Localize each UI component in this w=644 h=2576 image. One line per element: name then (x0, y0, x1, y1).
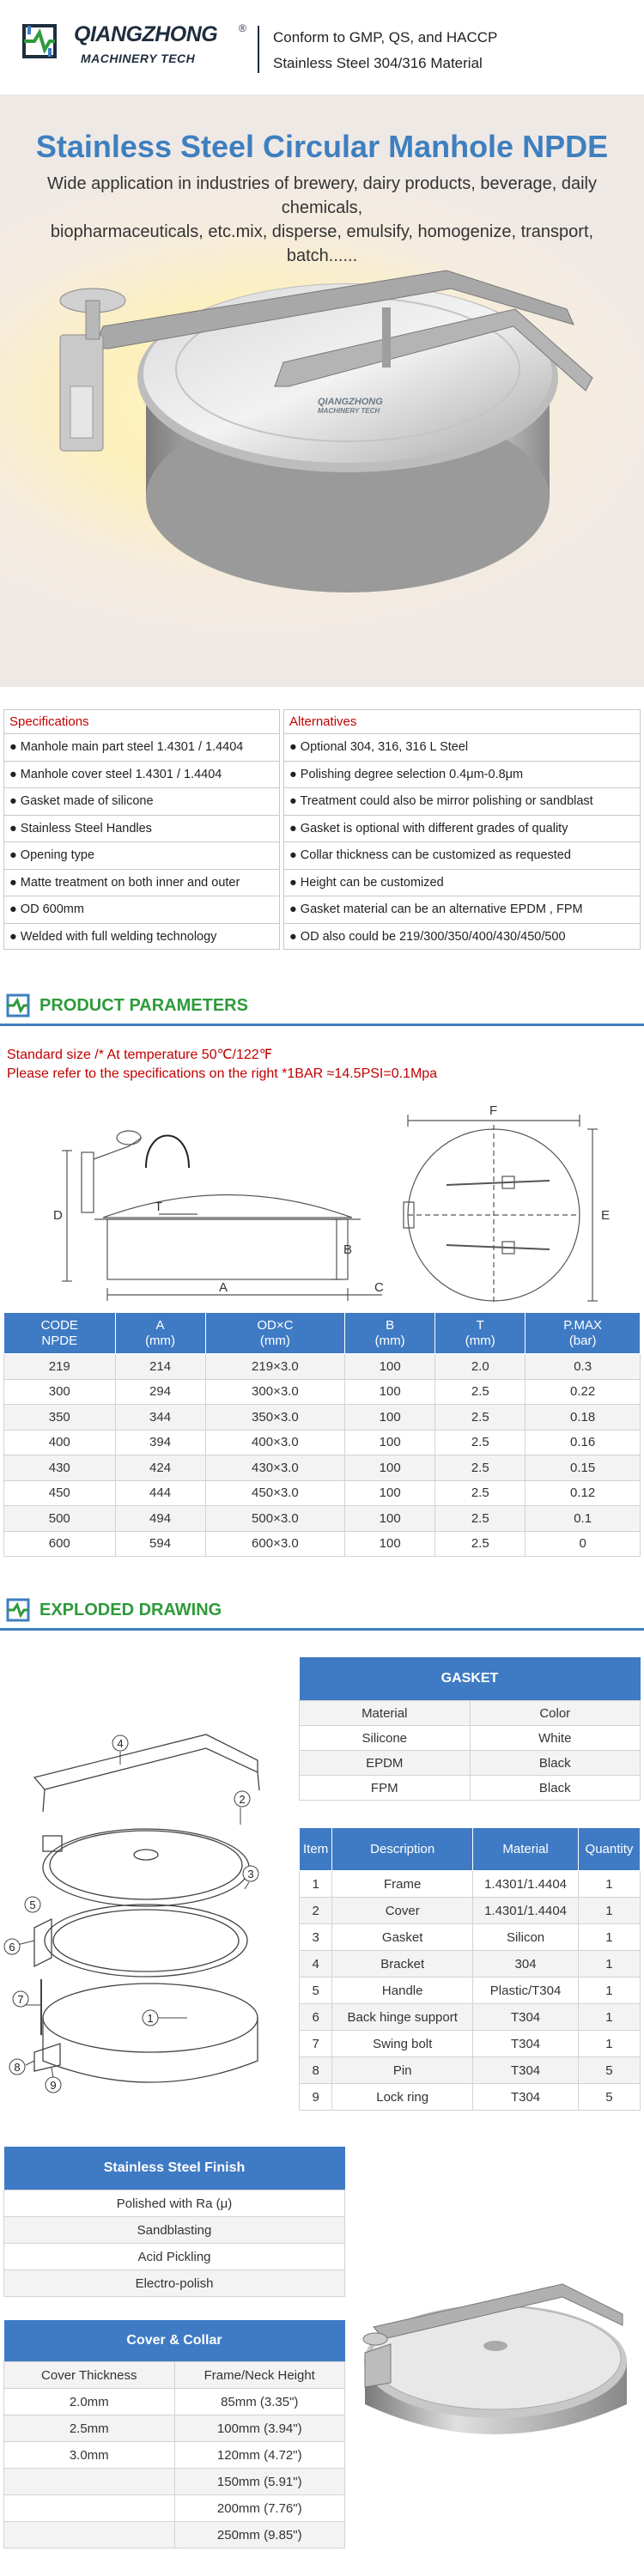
hero-description-line-1: Wide application in industries of brewery, dairy products, beverage, daily chemicals, (47, 174, 597, 217)
exploded-drawing-title: EXPLODED DRAWING (39, 1601, 222, 1619)
column-header-line-1: OD×C (257, 1317, 294, 1333)
table-row (300, 1871, 641, 1898)
table-cell: 444 (115, 1480, 205, 1506)
hero-description (26, 172, 618, 268)
table-row (4, 1506, 641, 1532)
column-header-line-2: (mm) (145, 1333, 176, 1348)
alternative-item: ● Gasket is optional with different grades of quality (284, 816, 640, 843)
table-cell: 0.18 (526, 1405, 641, 1431)
table-cell: 150mm (5.91") (174, 2469, 345, 2495)
table-cell: 8 (300, 2057, 332, 2084)
table-cell: 1.4301/1.4404 (473, 1898, 579, 1924)
table-cell: Black (470, 1751, 641, 1776)
table-cell: 4 (300, 1951, 332, 1978)
table-cell: 1 (578, 1924, 640, 1951)
table-cell: 450×3.0 (205, 1480, 345, 1506)
dimension-drawing (0, 1091, 644, 1305)
table-cell: 100 (345, 1506, 435, 1532)
dim-label-d: D (53, 1208, 63, 1223)
table-cell: Handle (332, 1978, 473, 2004)
table-cell: 600×3.0 (205, 1531, 345, 1557)
callout-2: 2 (239, 1793, 246, 1806)
column-header-line-2: (mm) (259, 1333, 290, 1348)
table-row (4, 2244, 345, 2270)
table-cell: FPM (300, 1776, 471, 1801)
table-cell: T304 (473, 2004, 579, 2031)
table-cell: 300 (4, 1379, 116, 1405)
table-cell: 7 (300, 2031, 332, 2057)
table-cell: Frame (332, 1871, 473, 1898)
table-cell: 1 (578, 1978, 640, 2004)
table-cell: 2.5 (435, 1506, 526, 1532)
table-cell: 450 (4, 1480, 116, 1506)
page-header (0, 0, 644, 94)
table-row (4, 1379, 641, 1405)
table-cell: Black (470, 1776, 641, 1801)
column-header (115, 1313, 205, 1354)
column-header-line-2: NPDE (41, 1333, 78, 1348)
table-cell: 500 (4, 1506, 116, 1532)
table-cell: 2.5 (435, 1480, 526, 1506)
table-cell: 100mm (3.94") (174, 2415, 345, 2442)
table-cell: 1 (578, 1951, 640, 1978)
table-row (4, 1354, 641, 1380)
column-header: Quantity (578, 1828, 640, 1871)
table-cell: Swing bolt (332, 2031, 473, 2057)
table-cell: 1 (578, 1898, 640, 1924)
table-cell: Back hinge support (332, 2004, 473, 2031)
manhole-thumbnail-image (348, 2233, 644, 2490)
alternative-item: ● Polishing degree selection 0.4μm-0.8μm (284, 762, 640, 789)
table-row (4, 2495, 345, 2522)
table-row (300, 1898, 641, 1924)
finish-table (3, 2147, 345, 2297)
table-cell (4, 2495, 175, 2522)
table-row (300, 2084, 641, 2111)
specifications-title: Specifications (4, 710, 279, 734)
table-cell: Pin (332, 2057, 473, 2084)
column-header-line-1: B (386, 1317, 395, 1333)
table-cell (4, 2522, 175, 2549)
table-cell: 219 (4, 1354, 116, 1380)
table-row (4, 2362, 345, 2389)
callout-1: 1 (147, 2012, 154, 2025)
table-cell: 400×3.0 (205, 1430, 345, 1455)
table-cell: 494 (115, 1506, 205, 1532)
table-row (4, 1455, 641, 1481)
column-header (345, 1313, 435, 1354)
table-cell: 85mm (3.35") (174, 2389, 345, 2415)
section-rule (0, 1024, 644, 1026)
table-cell: 350 (4, 1405, 116, 1431)
spec-item: ● OD 600mm (4, 896, 279, 924)
table-cell: 600 (4, 1531, 116, 1557)
table-cell: 200mm (7.76") (174, 2495, 345, 2522)
table-cell: 2.5mm (4, 2415, 175, 2442)
table-cell: 100 (345, 1430, 435, 1455)
table-cell: Polished with Ra (μ) (4, 2190, 345, 2217)
column-header: Description (332, 1828, 473, 1871)
table-row (300, 2004, 641, 2031)
column-header-line-1: CODE (40, 1317, 78, 1333)
table-cell: 0.16 (526, 1430, 641, 1455)
table-cell: Bracket (332, 1951, 473, 1978)
table-cell: 100 (345, 1455, 435, 1481)
table-row (4, 1531, 641, 1557)
section-logo-icon (5, 993, 31, 1018)
alternative-item: ● Collar thickness can be customized as requested (284, 842, 640, 870)
parts-table (299, 1827, 641, 2111)
alternatives-list (283, 709, 641, 950)
table-cell: Gasket (332, 1924, 473, 1951)
table-cell: 394 (115, 1430, 205, 1455)
product-parameters-title: PRODUCT PARAMETERS (39, 996, 248, 1015)
watermark-sub: MACHINERY TECH (318, 407, 380, 415)
table-cell: 304 (473, 1951, 579, 1978)
table-cell: Acid Pickling (4, 2244, 345, 2270)
table-cell: 350×3.0 (205, 1405, 345, 1431)
table-cell: 0.1 (526, 1506, 641, 1532)
page-title: Stainless Steel Circular Manhole NPDE (35, 129, 609, 164)
callout-9: 9 (50, 2079, 57, 2092)
column-header-line-1: T (476, 1317, 484, 1333)
table-row (300, 2031, 641, 2057)
finish-caption: Stainless Steel Finish (4, 2147, 345, 2190)
table-cell: 2.5 (435, 1405, 526, 1431)
dim-label-t: T (155, 1200, 163, 1214)
header-tagline-2: Stainless Steel 304/316 Material (273, 55, 483, 71)
table-cell: EPDM (300, 1751, 471, 1776)
table-cell: 1 (578, 2004, 640, 2031)
table-row (4, 2522, 345, 2549)
table-cell: 120mm (4.72") (174, 2442, 345, 2469)
table-cell: 6 (300, 2004, 332, 2031)
company-logo-icon (19, 21, 60, 62)
table-row (300, 2057, 641, 2084)
hero-banner (0, 94, 644, 687)
table-cell: 0.22 (526, 1379, 641, 1405)
hero-description-line-2: biopharmaceuticals, etc.mix, disperse, emulsify, homogenize, transport, batch...... (50, 222, 594, 265)
table-cell: 2.5 (435, 1430, 526, 1455)
column-header (435, 1313, 526, 1354)
column-header: Item (300, 1828, 332, 1871)
table-cell: 100 (345, 1531, 435, 1557)
table-cell: 2.0 (435, 1354, 526, 1380)
alternative-item: ● Optional 304, 316, 316 L Steel (284, 734, 640, 762)
table-cell: 1.4301/1.4404 (473, 1871, 579, 1898)
temperature-note: Standard size /* At temperature 50℃/122℉ (7, 1048, 272, 1062)
callout-7: 7 (17, 1993, 24, 2006)
dim-label-e: E (601, 1208, 611, 1223)
callout-6: 6 (9, 1941, 15, 1953)
table-row (4, 2415, 345, 2442)
table-cell (4, 2469, 175, 2495)
table-cell: 1 (578, 2031, 640, 2057)
table-cell: 100 (345, 1354, 435, 1380)
table-cell: 1 (300, 1871, 332, 1898)
table-row (4, 1430, 641, 1455)
column-header (526, 1313, 641, 1354)
table-cell: Silicone (300, 1726, 471, 1751)
dim-label-b: B (343, 1242, 353, 1257)
table-cell: 5 (300, 1978, 332, 2004)
table-cell: 430 (4, 1455, 116, 1481)
exploded-drawing-heading (0, 1594, 644, 1628)
column-header (4, 1313, 116, 1354)
alternatives-title: Alternatives (284, 710, 640, 734)
table-cell: 3 (300, 1924, 332, 1951)
table-cell: Electro-polish (4, 2270, 345, 2297)
table-row (300, 1924, 641, 1951)
table-row (4, 2442, 345, 2469)
table-cell: 1 (578, 1871, 640, 1898)
specifications-list (3, 709, 280, 950)
table-cell: T304 (473, 2057, 579, 2084)
spec-item: ● Welded with full welding technology (9, 929, 217, 944)
spec-item: ● Stainless Steel Handles (4, 816, 279, 843)
callout-3: 3 (247, 1868, 254, 1880)
table-cell: 2 (300, 1898, 332, 1924)
header-tagline-1: Conform to GMP, QS, and HACCP (273, 29, 498, 46)
table-row (300, 1978, 641, 2004)
table-cell: 594 (115, 1531, 205, 1557)
registered-mark: ® (239, 22, 246, 34)
table-cell: 0.12 (526, 1480, 641, 1506)
table-cell: Sandblasting (4, 2217, 345, 2244)
alternative-item: ● Gasket material can be an alternative EPDM , FPM (284, 896, 640, 924)
column-header-line-2: (mm) (465, 1333, 495, 1348)
table-row (300, 1726, 641, 1751)
product-parameters-heading (0, 989, 644, 1024)
callout-4: 4 (117, 1737, 124, 1750)
table-cell: T304 (473, 2084, 579, 2111)
table-row (300, 1776, 641, 1801)
watermark-brand: QIANGZHONG (318, 397, 383, 407)
table-cell: 0.15 (526, 1455, 641, 1481)
table-cell: 430×3.0 (205, 1455, 345, 1481)
dim-label-c: C (374, 1280, 384, 1295)
column-header-line-2: (bar) (568, 1333, 597, 1348)
table-cell: 5 (578, 2057, 640, 2084)
table-cell: 219×3.0 (205, 1354, 345, 1380)
column-header (205, 1313, 345, 1354)
column-header: Cover Thickness (4, 2362, 175, 2389)
gasket-caption: GASKET (300, 1657, 641, 1701)
table-cell: Lock ring (332, 2084, 473, 2111)
cover-collar-table (3, 2320, 345, 2549)
table-row (300, 1751, 641, 1776)
dim-label-f: F (489, 1103, 498, 1118)
spec-item: ● Manhole cover steel 1.4301 / 1.4404 (4, 762, 279, 789)
specifications-section (3, 709, 641, 951)
cover-collar-caption: Cover & Collar (4, 2320, 345, 2362)
table-cell: Plastic/T304 (473, 1978, 579, 2004)
column-header: Color (470, 1701, 641, 1726)
table-cell: 2.5 (435, 1455, 526, 1481)
table-row (4, 2389, 345, 2415)
column-header: Material (300, 1701, 471, 1726)
table-row (4, 1480, 641, 1506)
spec-item: ● Gasket made of silicone (4, 788, 279, 816)
spec-item: ● Matte treatment on both inner and outer (4, 870, 279, 897)
callout-8: 8 (14, 2061, 21, 2074)
header-divider (258, 26, 259, 73)
table-cell: Cover (332, 1898, 473, 1924)
table-cell: White (470, 1726, 641, 1751)
table-cell: 9 (300, 2084, 332, 2111)
pressure-note: Please refer to the specifications on the right *1BAR ≈14.5PSI=0.1Mpa (7, 1066, 438, 1081)
section-logo-icon (5, 1597, 31, 1623)
table-cell: 2.5 (435, 1379, 526, 1405)
table-cell: 0.3 (526, 1354, 641, 1380)
alternative-item: ● Height can be customized (284, 870, 640, 897)
table-row (4, 2469, 345, 2495)
table-row (4, 2270, 345, 2297)
table-cell: 300×3.0 (205, 1379, 345, 1405)
column-header-line-2: (mm) (374, 1333, 405, 1348)
table-cell: 3.0mm (4, 2442, 175, 2469)
table-cell: 400 (4, 1430, 116, 1455)
table-cell: 294 (115, 1379, 205, 1405)
table-cell: 500×3.0 (205, 1506, 345, 1532)
column-header: Material (473, 1828, 579, 1871)
parameters-table (3, 1312, 641, 1557)
column-header-line-1: A (155, 1317, 165, 1333)
table-cell: 100 (345, 1480, 435, 1506)
brand-name: QIANGZHONG (74, 22, 218, 46)
alternative-item: ● Treatment could also be mirror polishing or sandblast (284, 788, 640, 816)
table-row (300, 1701, 641, 1726)
dim-label-a: A (219, 1280, 228, 1295)
table-cell: 250mm (9.85") (174, 2522, 345, 2549)
column-header-line-1: P.MAX (563, 1317, 603, 1333)
exploded-view-drawing (0, 1683, 296, 2104)
table-cell: 2.5 (435, 1531, 526, 1557)
table-cell: T304 (473, 2031, 579, 2057)
table-cell: 100 (345, 1379, 435, 1405)
table-cell: 5 (578, 2084, 640, 2111)
table-cell: 0 (526, 1531, 641, 1557)
spec-item: ● Opening type (4, 842, 279, 870)
alternative-item: ● OD also could be 219/300/350/400/430/450/500 (289, 929, 566, 944)
brand-subtitle: MACHINERY TECH (81, 52, 196, 65)
spec-item: ● Manhole main part steel 1.4301 / 1.4404 (4, 734, 279, 762)
table-cell: 344 (115, 1405, 205, 1431)
table-cell: 2.0mm (4, 2389, 175, 2415)
callout-5: 5 (29, 1899, 36, 1911)
table-row (4, 1405, 641, 1431)
table-cell: 424 (115, 1455, 205, 1481)
table-row (300, 1951, 641, 1978)
table-row (4, 2190, 345, 2217)
gasket-table (299, 1657, 641, 1801)
table-cell: 214 (115, 1354, 205, 1380)
table-cell: Silicon (473, 1924, 579, 1951)
section-rule (0, 1628, 644, 1631)
table-cell: 100 (345, 1405, 435, 1431)
column-header: Frame/Neck Height (174, 2362, 345, 2389)
product-watermark (318, 397, 383, 415)
table-row (4, 2217, 345, 2244)
